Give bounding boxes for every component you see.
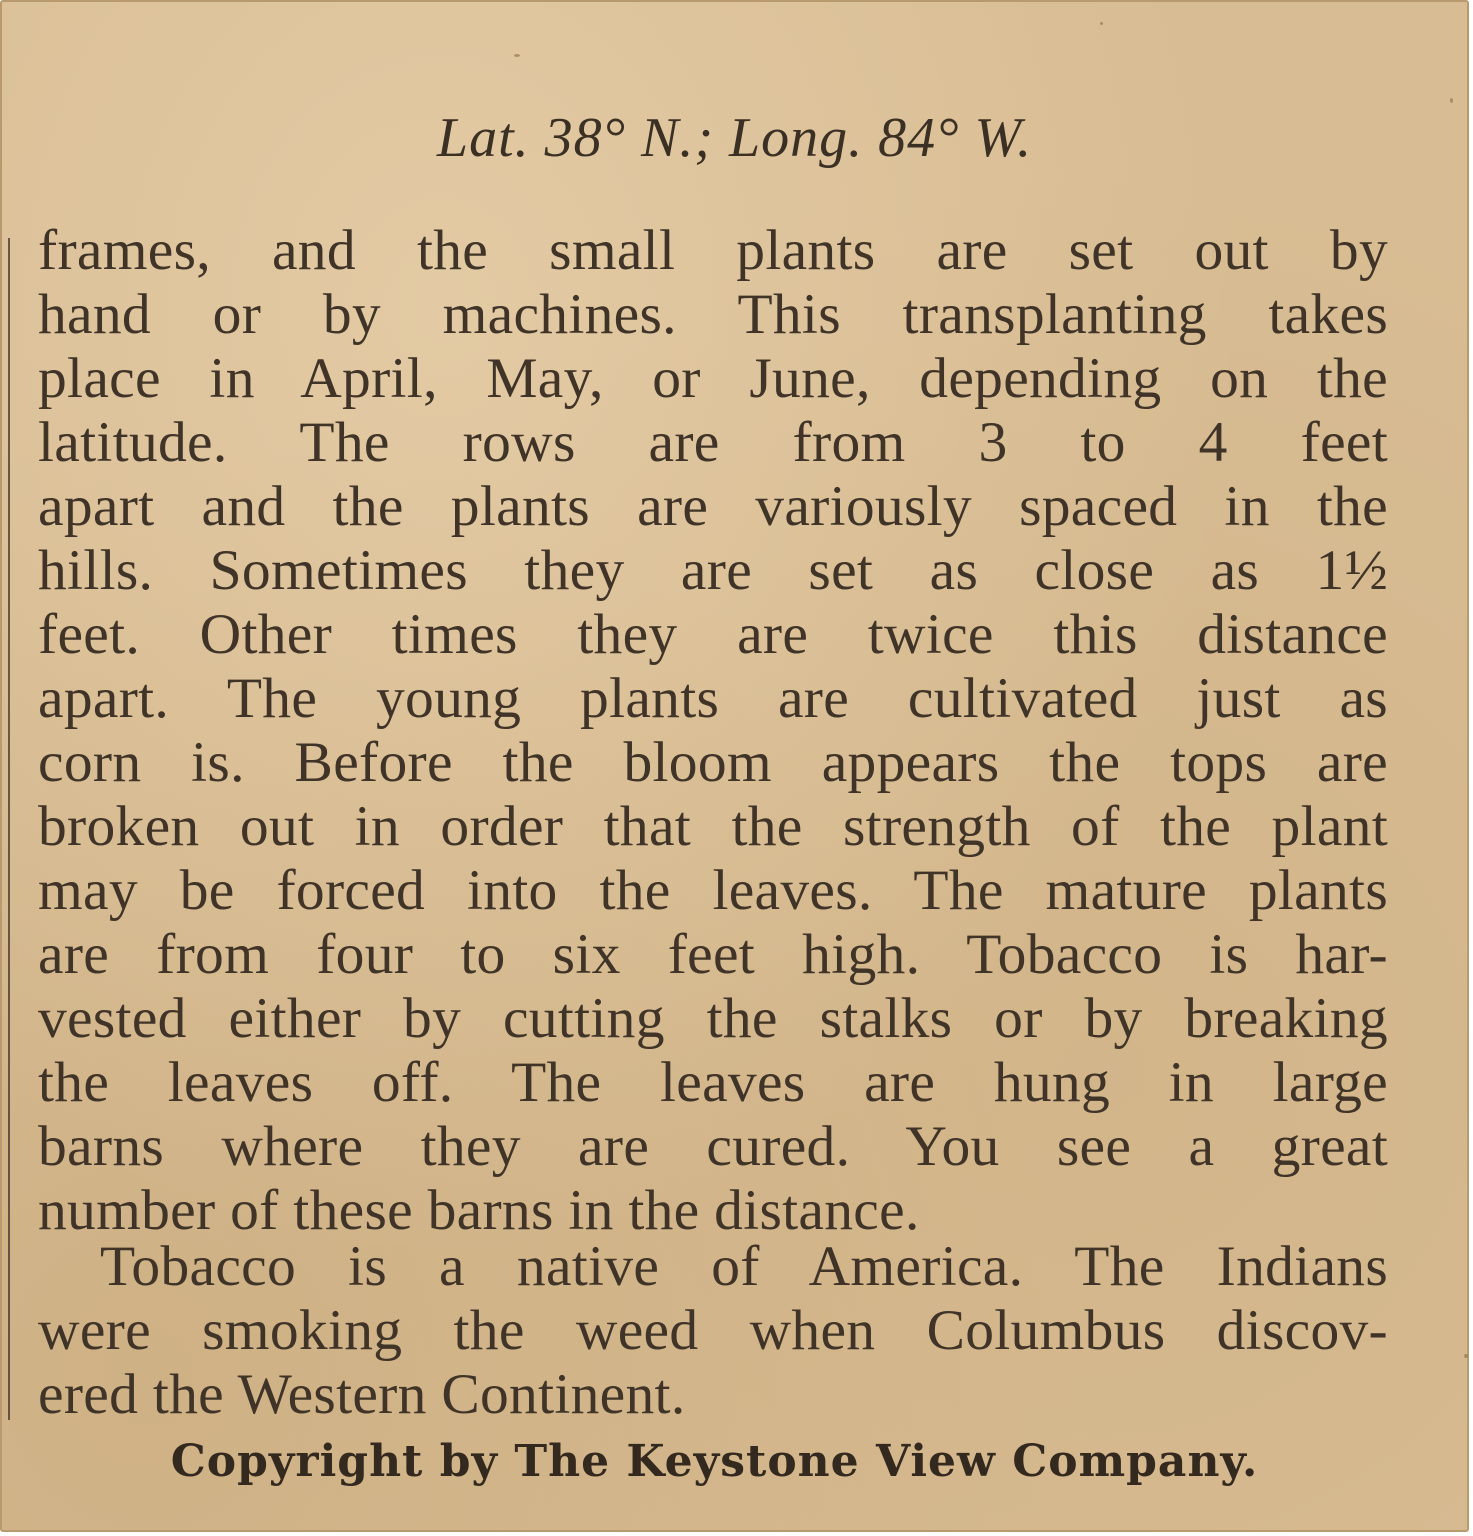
text-line: apart and the plants are variously spaced in the bbox=[38, 475, 1388, 538]
text-line: ered the Western Continent. bbox=[38, 1363, 686, 1426]
text-line: corn is. Before the bloom appears the tops are bbox=[38, 731, 1388, 794]
paragraph-one bbox=[38, 219, 1388, 1243]
text-line: place in April, May, or June, depending on the bbox=[38, 347, 1388, 410]
text-line: feet. Other times they are twice this distance bbox=[38, 603, 1388, 666]
paper-speck bbox=[1450, 98, 1453, 103]
paper-speck bbox=[1464, 1354, 1468, 1358]
text-line: vested either by cutting the stalks or by breaking bbox=[38, 987, 1388, 1050]
left-margin-rule bbox=[8, 238, 10, 1420]
text-line: are from four to six feet high. Tobacco is har- bbox=[38, 923, 1388, 986]
paragraph-two bbox=[38, 1235, 1388, 1427]
text-line: Tobacco is a native of America. The Indians bbox=[100, 1235, 1388, 1298]
text-line: barns where they are cured. You see a great bbox=[38, 1115, 1388, 1178]
paper-speck bbox=[514, 54, 520, 57]
copyright-notice: Copyright by The Keystone View Company. bbox=[170, 1436, 1259, 1487]
text-line: broken out in order that the strength of the plant bbox=[38, 795, 1388, 858]
text-line: hills. Sometimes they are set as close as 1½ bbox=[38, 539, 1388, 602]
paper-speck bbox=[1100, 22, 1103, 25]
text-line: may be forced into the leaves. The mature plants bbox=[38, 859, 1388, 922]
text-line: hand or by machines. This transplanting takes bbox=[38, 283, 1388, 346]
text-line: the leaves off. The leaves are hung in large bbox=[38, 1051, 1388, 1114]
text-line: frames, and the small plants are set out by bbox=[38, 219, 1388, 282]
text-line: number of these barns in the distance. bbox=[38, 1179, 920, 1242]
text-line: apart. The young plants are cultivated just as bbox=[38, 667, 1388, 730]
coordinates-heading: Lat. 38° N.; Long. 84° W. bbox=[436, 107, 1033, 169]
text-line: were smoking the weed when Columbus discov- bbox=[38, 1299, 1388, 1362]
text-line: latitude. The rows are from 3 to 4 feet bbox=[38, 411, 1388, 474]
